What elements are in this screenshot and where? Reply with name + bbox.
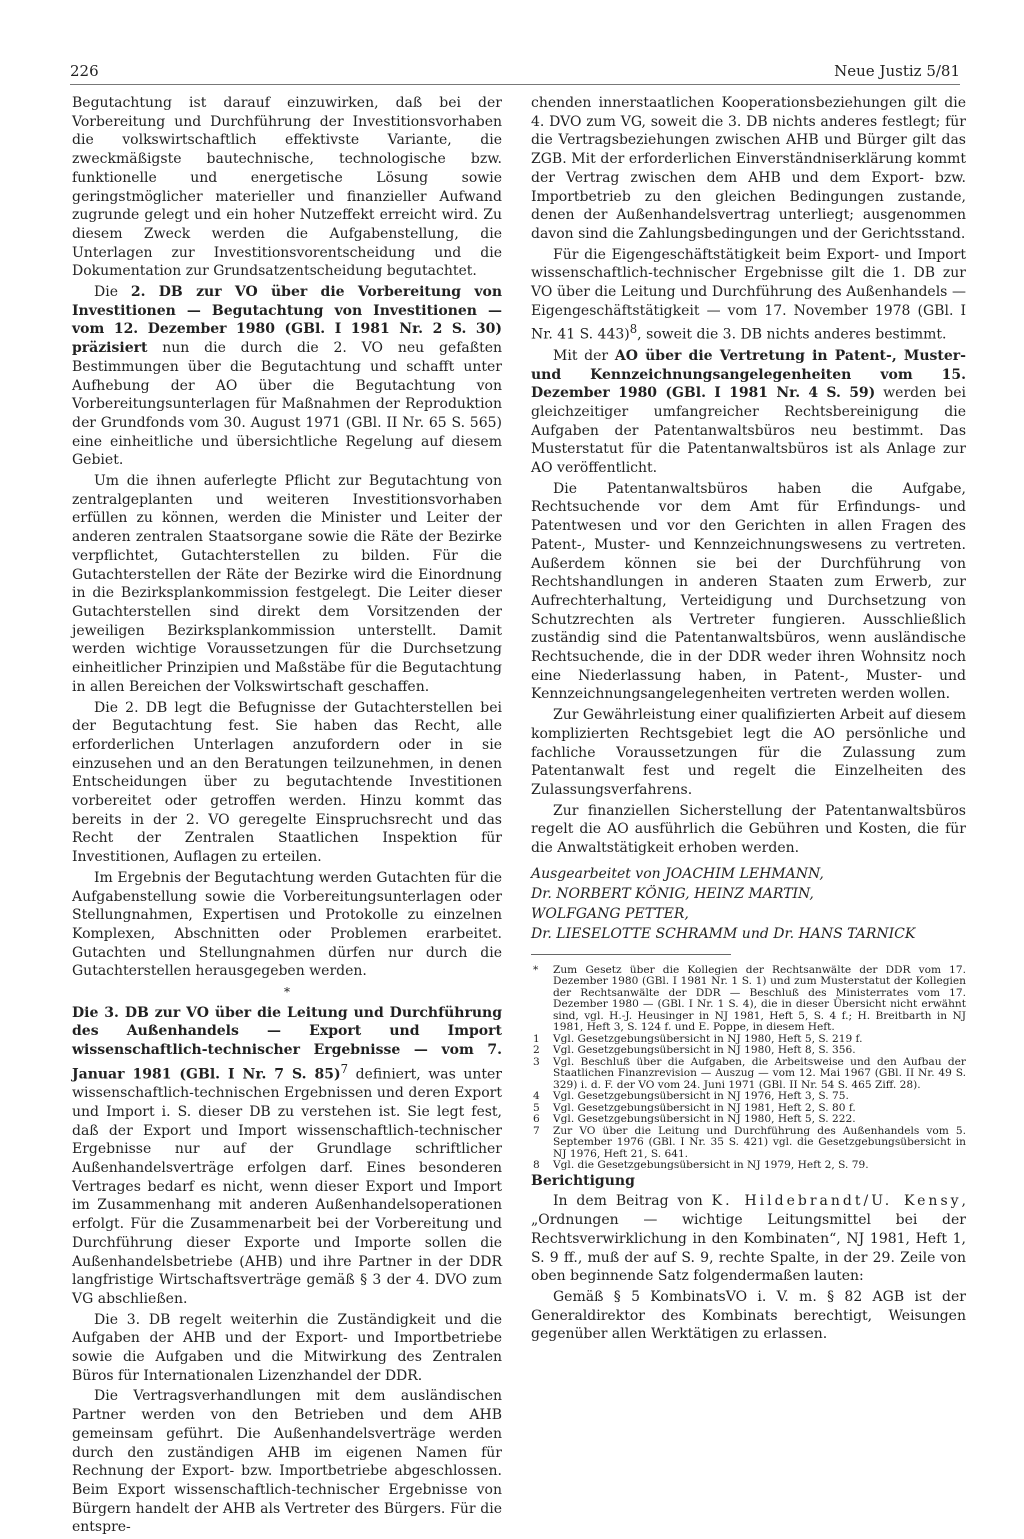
footnote-text: Vgl. Gesetzgebungsübersicht in NJ 1980, Heft 5, S. 219 f. [553,1032,863,1045]
footnote-text: Zur VO über die Leitung und Durchführung des Außenhandels vom 5. September 1976 (GBl. I Nr. 35 S. 421) vgl. die Gesetzgebungsübersicht in NJ 1976, Heft 21, S. 641. [553,1124,966,1160]
footnote-mark: 1 [533,1032,540,1045]
paragraph [531,1192,966,1286]
text: werden bei gleichzeitiger umfangreicher Rechtsbereinigung die Aufgaben der Patentanwaltsbüros neu bestimmt. Das Musterstatut für die Patentanwaltsbüros ist als Anlage zur AO veröffentlicht. [531,385,966,477]
paragraph: Zur Gewährleistung einer qualifizierten Arbeit auf diesem komplizierten Rechtsgebiet legt die AO persönliche und fachliche Voraussetzungen für die Zulassung zum Patentanwalt fest und regelt die Einzelheiten des Zulassungsverfahrens. [531,707,966,798]
paragraph: chenden innerstaatlichen Kooperationsbeziehungen gilt die 4. DVO zum VG, soweit die 3. DB nichts anderes festlegt; für die Vertragsbeziehungen zwischen AHB und Bürger gilt das ZGB. Mit der erforderlichen Einverständniserklärung kommt der Vertrag zwischen dem AHB und dem Export- bzw. Importbetrieb zu den gleichen Bedingungen zustande, denen der Außenhandelsvertrag unterliegt; ausgenommen davon sind die Zahlungsbedingungen und der Gerichtsstand. [531,95,966,242]
law-title: Die 3. DB zur VO über die Leitung und Durchführung des Außenhandels — Export und Import wissenschaftlich-technischer Ergebnisse — vom 7. Januar 1981 (GBl. I Nr. 7 S. 85) [72,1004,502,1083]
text: Mit der [553,347,615,364]
credit-line: Ausgearbeitet von JOACHIM LEHMANN, [531,865,824,882]
right-column [531,94,966,1346]
author-credits [531,864,966,944]
footnote-text: Vgl. die Gesetzgebungsübersicht in NJ 1979, Heft 2, S. 79. [553,1159,869,1172]
section-heading: Berichtigung [531,1172,635,1189]
paragraph: Die 3. DB regelt weiterhin die Zuständigkeit und die Aufgaben der AHB und der Export- und Importbetriebe sowie die Aufgaben und die Mitwirkung des Zentralen Büros für Internationalen Lizenzhandel der DDR. [72,1311,502,1384]
text: In dem Beitrag von [553,1193,712,1210]
law-title: AO über die Vertretung in Patent-, Muster- und Kennzeichnungsangelegenheiten vom 15. Dezember 1980 (GBl. I 1981 Nr. 4 S. 59) [531,347,966,402]
credit-line: Dr. LIESELOTTE SCHRAMM und Dr. HANS TARNICK [531,925,916,942]
credit-line: WOLFGANG PETTER, [531,905,689,922]
text: definiert, was unter wissenschaftlich-technischen Ergebnissen und deren Export und Import i. S. dieser DB zu verstehen ist. Sie legt fest, daß der Export und Import wissenschaftlich-technischer Ergebnisse nur auf der Grundlage schriftlicher Außenhandelsverträge erfolgen darf. Eines besonderen Vertrages bedarf es nicht, wenn dieser Export und Import im Zusammenhang mit anderen Außenhandelsoperationen erfolgt. Für die Zusammenarbeit bei der Vorbereitung und Durchführung dieser Exporte und Importe sollen die Außenhandelsbetriebe (AHB) und ihre Partner in der DDR langfristige Wirtschaftsverträge gemäß § 3 der 4. DVO zum VG abschließen. [72,1066,502,1307]
text: Die [94,284,131,301]
footnote-text: Vgl. Beschluß über die Aufgaben, die Arbeitsweise und den Aufbau der Staatlichen Finanzrevision — Auszug — vom 12. Mai 1967 (GBl. II Nr. 49 S. 329) i. d. F. der VO vom 24. Juni 1971 (GBl. II Nr. 54 S. 465 Ziff. 28). [553,1055,966,1091]
footnote-mark: 4 [533,1090,540,1103]
footnote-text: Vgl. Gesetzgebungsübersicht in NJ 1980, Heft 5, S. 222. [553,1113,856,1126]
paragraph: Gemäß § 5 KombinatsVO i. V. m. § 82 AGB ist der Generaldirektor des Kombinats berechtigt, Weisungen gegenüber allen Werktätigen zu erlassen. [531,1289,966,1343]
credit-line: Dr. NORBERT KÖNIG, HEINZ MARTIN, [531,885,814,902]
footnote-mark: 2 [533,1044,540,1057]
paragraph [72,1004,502,1309]
paragraph: Um die ihnen auferlegte Pflicht zur Begutachtung von zentralgeplanten und weiteren Investitionsvorhaben erfüllen zu können, werden die Minister und Leiter der anderen zentralen Staatsorgane sowie die Räte der Bezirke verpflichtet, Gutachterstellen zu bilden. Für die Gutachterstellen der Räte der Bezirke wird die Einordnung in die Bezirksplankommission festgelegt. Die Leiter dieser Gutachterstellen sind direkt dem Vorsitzenden der jeweiligen Bezirksplankommission unterstellt. Damit werden wichtige Voraussetzungen für die Durchsetzung einheitlicher Prinzipien und Maßstäbe für die Begutachtung in allen Bereichen der Volkswirtschaft geschaffen. [72,473,502,695]
paragraph: Im Ergebnis der Begutachtung werden Gutachten für die Aufgabenstellung sowie die Vorbereitungsunterlagen oder Stellungnahmen, Expertisen und Protokolle zu einzelnen Komplexen, Abschnitten oder Problemen erarbeitet. Gutachten und Stellungnahmen dürfen nur durch die Gutachterstellen herausgegeben werden. [72,869,502,980]
section-separator: * [284,985,290,1000]
footnote [531,1160,966,1172]
footnote-mark: 7 [533,1124,540,1137]
footnotes [531,965,966,1172]
footnote-mark: 6 [533,1113,540,1126]
text: , soweit die 3. DB nichts anderes bestimmt. [637,327,947,344]
footnote-text: Vgl. Gesetzgebungsübersicht in NJ 1980, Heft 8, S. 356. [553,1044,856,1057]
footnote-rule [531,954,731,955]
footnote [531,1126,966,1161]
footnote-mark: 8 [533,1159,540,1172]
authors: K. Hildebrandt/U. Kensy [711,1193,962,1210]
footnote-mark: * [533,963,539,976]
page-number: 226 [70,62,99,80]
footnote-text: Zum Gesetz über die Kollegien der Rechtsanwälte der DDR vom 17. Dezember 1980 (GBl. I 1981 Nr. 1 S. 1) und zum Musterstatut der Kollegien der Rechtsanwälte der DDR — Beschluß des Ministerrates vom 17. Dezember 1980 — (GBl. I Nr. 1 S. 4), die in dieser Übersicht nicht erwähnt sind, vgl. H.-J. Heusinger in NJ 1981, Heft 5, S. 4 f.; H. Breitbarth in NJ 1981, Heft 3, S. 124 f. und E. Poppe, in diesem Heft. [553,963,966,1034]
footnote-mark: 3 [533,1055,540,1068]
text: Für die Eigengeschäftstätigkeit beim Export- und Import wissenschaftlich-technischer Ergebnisse gilt die 1. DB zur VO über die Leitung und Durchführung des Außenhandels — Eigengeschäftstätigkeit — vom 17. November 1978 (GBl. I Nr. 41 S. 443) [531,246,966,344]
text: nun die durch die 2. VO neu gefaßten Bestimmungen über die Begutachtung und schafft unter Aufhebung der AO über die Begutachtung von Vorbereitungsunterlagen für Maßnahmen der Reproduktion der Grundfonds vom 30. August 1971 (GBl. II Nr. 65 S. 565) eine einheitliche und übersichtliche Regelung auf diesem Gebiet. [72,340,502,469]
journal-issue: Neue Justiz 5/81 [834,62,960,80]
paragraph: Begutachtung ist darauf einzuwirken, daß bei der Vorbereitung und Durchführung der Investitionsvorhaben die volkswirtschaftlich effektivste Variante, die zweckmäßigste bautechnische, technologische bzw. funktionelle und energetische Lösung sowie geringstmöglicher materieller und finanzieller Aufwand zugrunde gelegt und ein hoher Nutzeffekt erreicht wird. Zu diesem Zweck werden die Aufgabenstellung, die Unterlagen zur Investitionsvorentscheidung und die Dokumentation zur Grundsatzentscheidung begutachtet. [72,95,502,280]
text: , „Ordnungen — wichtige Leitungsmittel bei der Rechtsverwirklichung in den Kombinaten“, NJ 1981, Heft 1, S. 9 ff., muß der auf S. 9, rechte Spalte, in der 29. Zeile von oben beginnende Satz folgendermaßen lauten: [531,1193,966,1285]
paragraph: Die Patentanwaltsbüros haben die Aufgabe, Rechtsuchende vor dem Amt für Erfindungs- und Patentwesen und vor den Gerichten in allen Fragen des Patent-, Muster- und Kennzeichnungswesens zu vertreten. Außerdem können sie bei der Durchführung von Rechtshandlungen in anderen Staaten zum Erwerb, zur Aufrechterhaltung, Verteidigung und Durchsetzung von Schutzrechten als Vertreter fungieren. Ausschließlich zuständig sind die Patentanwaltsbüros, wenn ausländische Rechtsuchende, die in der DDR weder ihren Wohnsitz noch eine Niederlassung haben, in Patent-, Muster- und Kennzeichnungsangelegenheiten vertreten werden wollen. [531,480,966,703]
footnote [531,965,966,1034]
footnote-text: Vgl. Gesetzgebungsübersicht in NJ 1981, Heft 2, S. 80 f. [553,1101,856,1114]
header-rule [70,84,960,85]
paragraph [531,246,966,345]
footnote [531,1057,966,1092]
page-header [70,62,960,84]
paragraph: Zur finanziellen Sicherstellung der Patentanwaltsbüros regelt die AO ausführlich die Gebühren und Kosten, die für die Anwaltstätigkeit erhoben werden. [531,802,966,857]
paragraph [531,347,966,478]
footnote-ref: 7 [340,1061,349,1076]
left-column [72,94,502,1539]
paragraph [72,283,502,470]
paragraph: Die Vertragsverhandlungen mit dem ausländischen Partner werden von den Betrieben und dem AHB gemeinsam geführt. Die Außenhandelsverträge werden durch den zuständigen AHB im eigenen Namen für Rechnung der Export- bzw. Importbetriebe abgeschlossen. Beim Export wissenschaftlich-technischer Ergebnisse von Bürgern handelt der AHB als Vertreter des Bürgers. Für die entspre- [72,1388,502,1536]
footnote-text: Vgl. Gesetzgebungsübersicht in NJ 1976, Heft 3, S. 75. [553,1090,849,1103]
footnote-ref: 8 [629,322,638,337]
paragraph: Die 2. DB legt die Befugnisse der Gutachterstellen bei der Begutachtung fest. Sie haben das Recht, alle erforderlichen Unterlagen anzufordern oder in sie einzusehen und an den Beratungen teilzunehmen, in denen Entscheidungen über zu begutachtende Investitionen vorbereitet oder getroffen werden. Hinzu kommt das bereits in der 2. VO geregelte Einspruchsrecht und das Recht der Zentralen Staatlichen Inspektion für Investitionen, Auflagen zu erteilen. [72,699,502,866]
footnote-mark: 5 [533,1101,540,1114]
law-title: 2. DB zur VO über die Vorbereitung von Investitionen — Begutachtung von Investitionen — vom 12. Dezember 1980 (GBl. I 1981 Nr. 2 S. 30) präzisiert [72,284,502,357]
